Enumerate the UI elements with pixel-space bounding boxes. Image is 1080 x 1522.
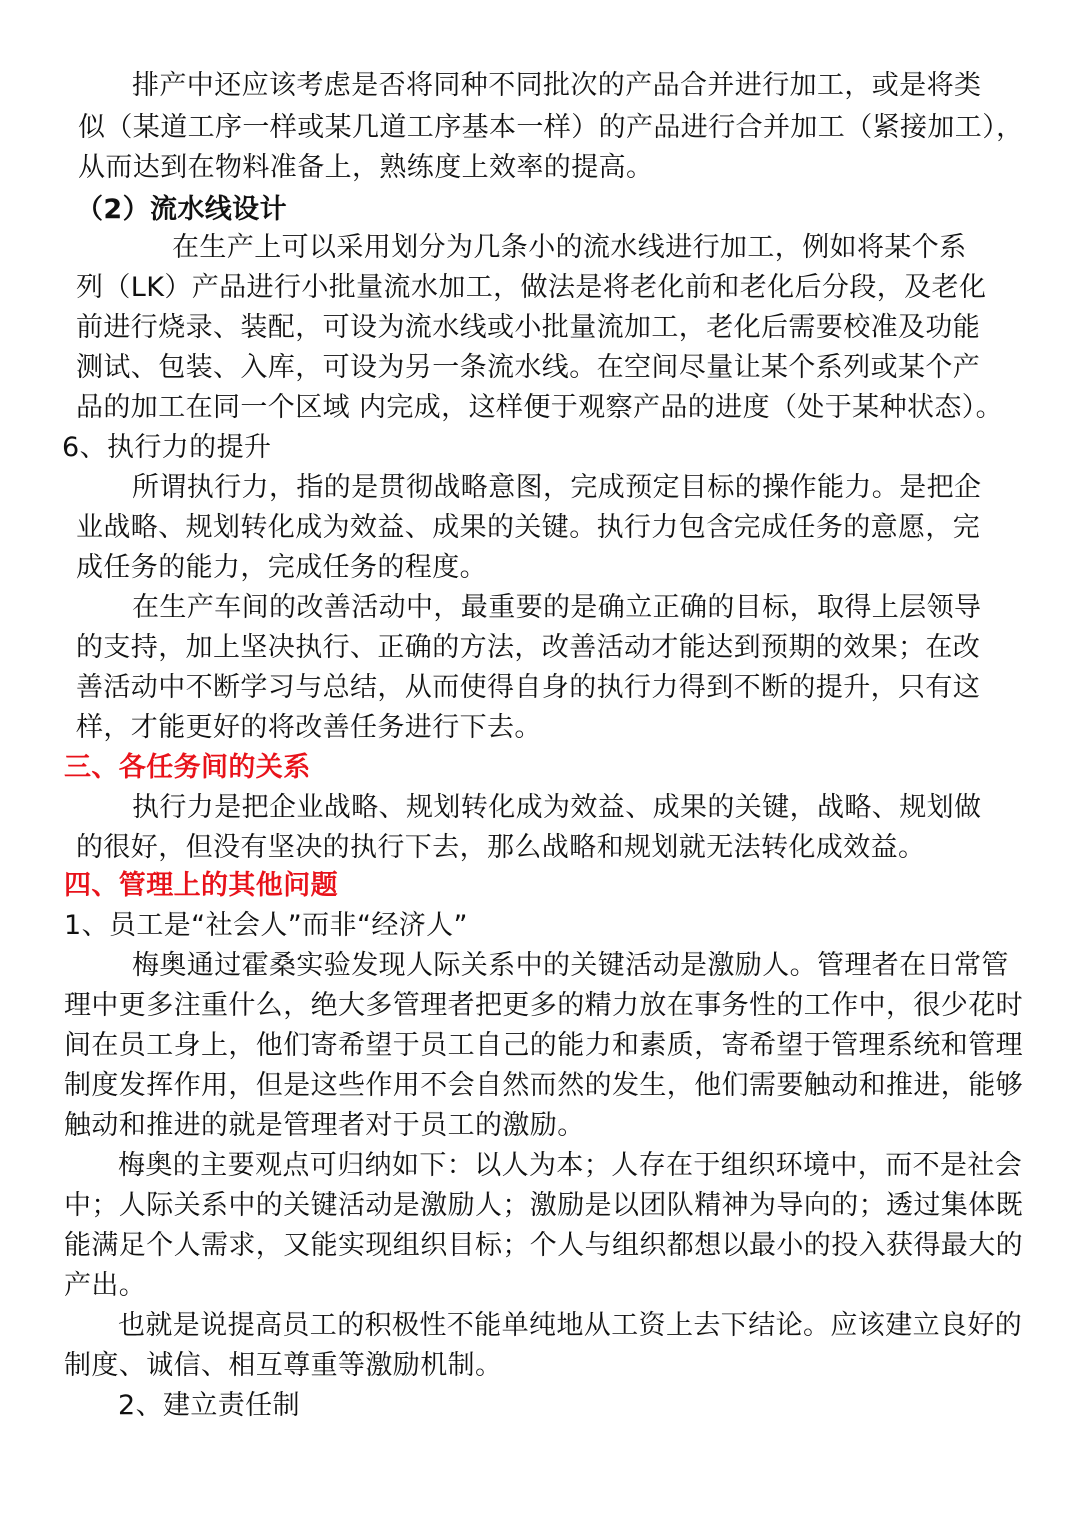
paragraph-line: 的很好，但没有坚决的执行下去，那么战略和规划就无法转化成效益。 [76,832,926,863]
paragraph-line: 在生产上可以采用划分为几条小的流水线进行加工，例如将某个系 [172,232,967,263]
paragraph-line: 也就是说提高员工的积极性不能单纯地从工资上去下结论。应该建立良好的 [118,1310,1023,1341]
paragraph-line: 样，才能更好的将改善任务进行下去。 [76,712,542,743]
paragraph-line: 产出。 [64,1270,147,1301]
paragraph-line: 成任务的能力，完成任务的程度。 [76,552,487,583]
paragraph-line: 触动和推进的就是管理者对于员工的激励。 [64,1110,585,1141]
paragraph-line: 在生产车间的改善活动中，最重要的是确立正确的目标，取得上层领导 [132,592,982,623]
paragraph-line: 间在员工身上，他们寄希望于员工自己的能力和素质，寄希望于管理系统和管理 [64,1030,1023,1061]
paragraph-line: 中；人际关系中的关键活动是激励人；激励是以团队精神为导向的；透过集体既 [64,1190,1023,1221]
subheading-social-person: 1、员工是“社会人”而非“经济人” [64,910,468,941]
paragraph-line: 能满足个人需求，又能实现组织目标；个人与组织都想以最小的投入获得最大的 [64,1230,1023,1261]
paragraph-line: 梅奥的主要观点可归纳如下：以人为本；人存在于组织环境中，而不是社会 [118,1150,1023,1181]
paragraph-line: 测试、包装、入库，可设为另一条流水线。在空间尽量让某个系列或某个产 [76,352,981,383]
paragraph-line: 制度发挥作用，但是这些作用不会自然而然的发生，他们需要触动和推进，能够 [64,1070,1023,1101]
paragraph-line: 理中更多注重什么，绝大多管理者把更多的精力放在事务性的工作中，很少花时 [64,990,1023,1021]
paragraph-line: 所谓执行力，指的是贯彻战略意图，完成预定目标的操作能力。是把企 [132,472,982,503]
paragraph-line: 梅奥通过霍桑实验发现人际关系中的关键活动是激励人。管理者在日常管 [132,950,1009,981]
paragraph-line: 业战略、规划转化成为效益、成果的关键。执行力包含完成任务的意愿，完 [76,512,981,543]
heading-other-management-issues: 四、管理上的其他问题 [64,870,338,901]
paragraph-line: 似（某道工序一样或某几道工序基本一样）的产品进行合并加工（紧接加工）， [78,112,1024,143]
paragraph-line: 从而达到在物料准备上，熟练度上效率的提高。 [78,152,654,183]
paragraph-line: 制度、诚信、相互尊重等激励机制。 [64,1350,503,1381]
paragraph-line: 排产中还应该考虑是否将同种不同批次的产品合并进行加工，或是将类 [132,70,982,101]
paragraph-line: 前进行烧录、装配，可设为流水线或小批量流加工，老化后需要校准及功能 [76,312,981,343]
paragraph-line: 善活动中不断学习与总结，从而使得自身的执行力得到不断的提升，只有这 [76,672,981,703]
heading-task-relations: 三、各任务间的关系 [64,752,311,783]
subheading-responsibility-system: 2、建立责任制 [118,1390,300,1421]
subheading-line-design: （2）流水线设计 [76,194,287,225]
paragraph-line: 执行力是把企业战略、规划转化成为效益、成果的关键，战略、规划做 [132,792,982,823]
heading-execution: 6、执行力的提升 [62,432,272,463]
paragraph-line: 品的加工在同一个区域 内完成，这样便于观察产品的进度（处于某种状态）。 [76,392,1004,423]
paragraph-line: 列（LK）产品进行小批量流水加工，做法是将老化前和老化后分段，及老化 [76,272,987,303]
paragraph-line: 的支持，加上坚决执行、正确的方法，改善活动才能达到预期的效果；在改 [76,632,981,663]
